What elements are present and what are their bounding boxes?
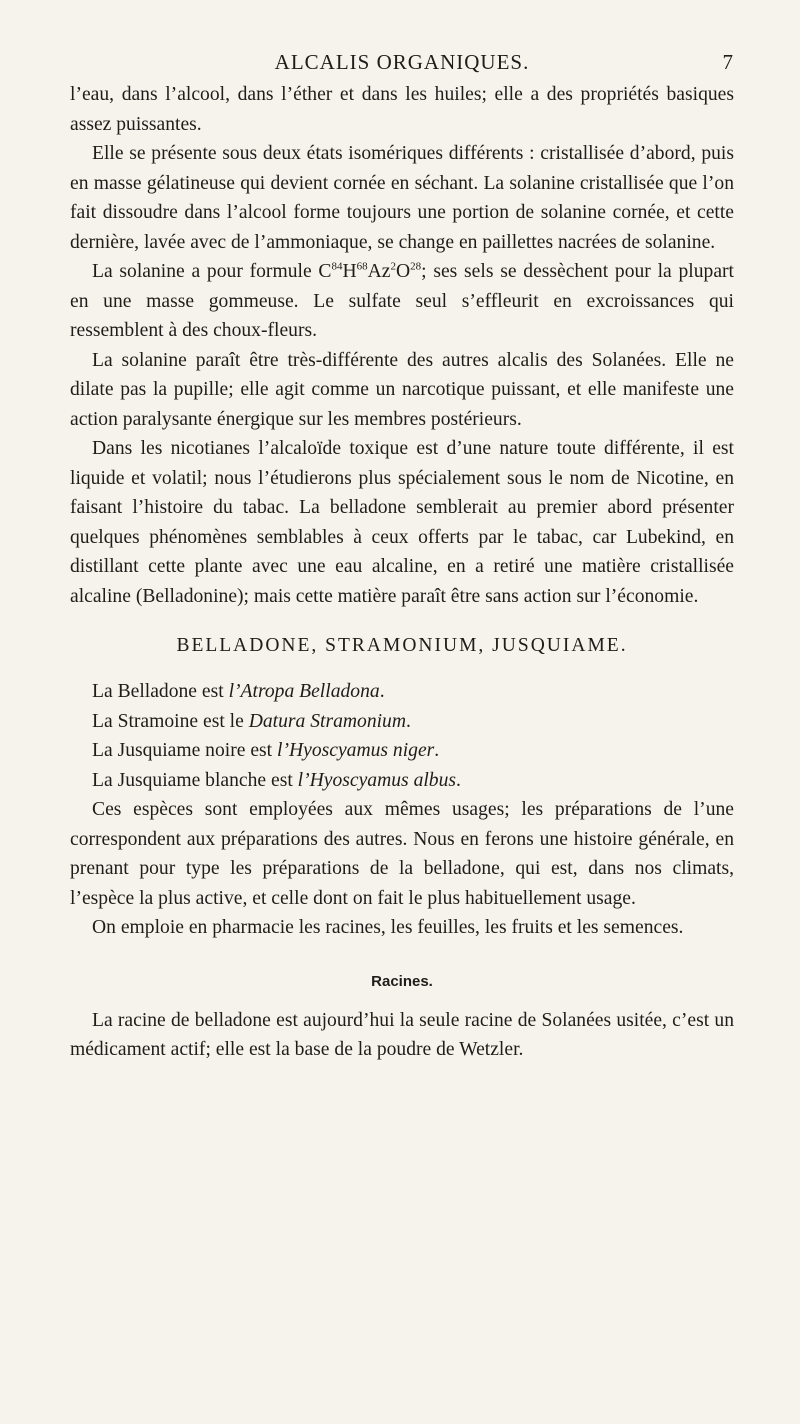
formula-element: O [395,261,411,282]
latin-name: l’Atropa Belladona [228,681,380,702]
species-line: La Stramoine est le Datura Stramonium. [92,710,411,732]
formula-lead: La solanine a pour formule C [92,261,332,282]
section-title: BELLADONE, STRAMONIUM, JUSQUIAME. [176,635,628,656]
running-title: ALCALIS ORGANIQUES. [274,50,530,74]
formula-element: H [342,261,357,282]
page-number: 7 [722,50,734,74]
subheading: Racines. [371,972,433,990]
formula-index: 68 [356,260,368,273]
formula-index: 84 [331,260,343,273]
paragraph: Ces espèces sont employées aux mêmes usages; les préparations de l’une correspondent aux préparations des autres. Nous en ferons une histoire générale, en prenant pour type les préparations de la belladone, qui est, dans nos climats, l’espèce la plus active, et celle dont on fait le plus habituellement usage. [70,799,734,909]
formula-rest: ; ses sels se dessèchent pour la plupart en une masse gommeuse. Le sulfate seul s’effleurit en excroissances qui ressemblent à des choux-fleurs. [70,261,734,341]
running-header [70,50,734,80]
species-line: La Jusquiame blanche est l’Hyoscyamus albus. [92,769,461,791]
formula-element: Az [367,261,391,282]
paragraph: l’eau, dans l’alcool, dans l’éther et dans les huiles; elle a des propriétés basiques assez puissantes. [70,84,734,135]
page-body [70,80,734,1065]
formula-index: 2 [390,260,396,273]
latin-name: l’Hyoscyamus niger [277,740,435,761]
formula-paragraph [70,257,734,346]
paragraph: On emploie en pharmacie les racines, les feuilles, les fruits et les semences. [92,917,684,938]
paragraph: La racine de belladone est aujourd’hui la seule racine de Solanées usitée, c’est un médicament actif; elle est la base de la poudre de Wetzler. [70,1009,734,1060]
latin-name: Datura Stramonium [248,710,407,732]
paragraph: Elle se présente sous deux états isomériques différents : cristallisée d’abord, puis en masse gélatineuse qui devient cornée en séchant. La solanine cristallisée que l’on fait dissoudre dans l’alcool forme toujours une portion de solanine cornée, et cette dernière, lavée avec de l’ammoniaque, se change en paillettes nacrées de solanine. [70,143,734,253]
latin-name: l’Hyoscyamus albus [297,769,457,791]
formula-index: 28 [410,260,422,273]
paragraph: La solanine paraît être très-différente des autres alcalis des Solanées. Elle ne dilate pas la pupille; elle agit comme un narcotique puissant, et elle manifeste une action paralysante énergique sur les membres postérieurs. [70,349,734,430]
paragraph: Dans les nicotianes l’alcaloïde toxique est d’une nature toute différente, il est liquide et volatil; nous l’étudierons plus spécialement sous le nom de Nicotine, en faisant l’histoire du tabac. La belladone semblerait au premier abord présenter quelques phénomènes semblables à ceux offerts par le tabac, car Lubekind, en distillant cette plante avec une eau alcaline, en a retiré une matière cristallisée alcaline (Belladonine); mais cette matière paraît être sans action sur l’économie. [70,438,734,607]
species-line: La Jusquiame noire est l’Hyoscyamus niger. [92,740,440,761]
species-list [70,677,734,795]
species-line: La Belladone est l’Atropa Belladona. [92,681,385,702]
